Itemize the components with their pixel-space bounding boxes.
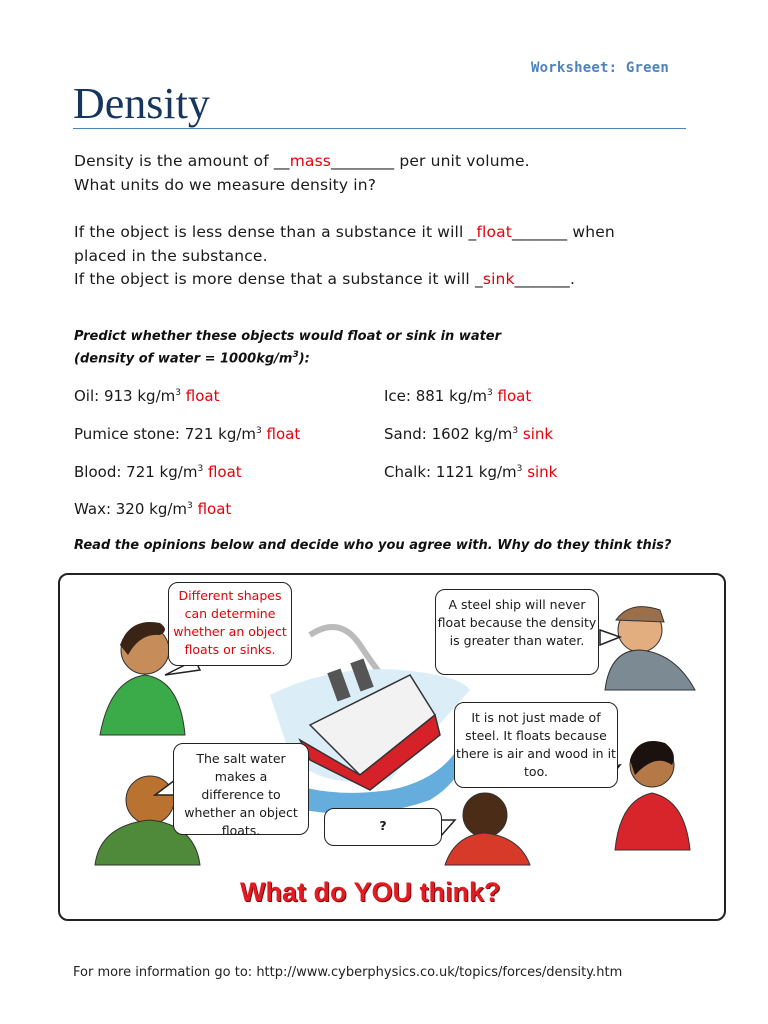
object-wax: [74, 500, 231, 518]
opinions-panel: [58, 573, 726, 921]
object-label: Sand: 1602 kg/m: [384, 425, 513, 443]
object-answer: sink: [522, 425, 554, 443]
object-answer: float: [497, 387, 532, 405]
predict-line-2-pre: (density of water = 1000kg/m: [74, 351, 293, 367]
bubble-steel: A steel ship will never float because the density is greater than water.: [435, 589, 599, 675]
object-answer: float: [207, 463, 242, 481]
answer-float: float: [476, 223, 513, 241]
predict-line-2-post: ):: [298, 351, 310, 367]
object-label: Chalk: 1121 kg/m: [384, 463, 517, 481]
unit-sup: 3: [516, 464, 523, 474]
unit-sup: 3: [175, 388, 181, 398]
intro-line-5: [74, 270, 575, 288]
object-answer: sink: [527, 463, 558, 481]
object-label: Blood: 721 kg/m: [74, 463, 198, 481]
boy-center-icon: [445, 793, 530, 865]
bubble-shapes: Different shapes can determine whether an object floats or sinks.: [168, 582, 292, 666]
object-sand: [384, 425, 553, 443]
girl-right-icon: [615, 741, 690, 850]
object-label: Pumice stone: 721 kg/m: [74, 425, 257, 443]
intro-line-4: placed in the substance.: [74, 247, 268, 265]
bubble-tail-steel: [600, 630, 620, 645]
opinions-prompt: Read the opinions below and decide who you agree with. Why do they think this?: [74, 538, 672, 553]
unit-sup: 3: [512, 426, 519, 436]
intro-line-1-post: ________ per unit volume.: [331, 152, 530, 170]
bubble-salt: The salt water makes a difference to whether an object floats.: [173, 743, 309, 835]
predict-line-2: [74, 350, 310, 366]
bubble-air: It is not just made of steel. It floats because there is air and wood in it too.: [454, 702, 618, 788]
unit-sup: 3: [487, 388, 493, 398]
object-answer: float: [197, 500, 232, 518]
intro-line-5-pre: If the object is more dense that a substance it will _: [74, 270, 483, 288]
worksheet-label: Worksheet: Green: [531, 60, 670, 76]
page-title: Density: [73, 79, 210, 128]
object-ice: [384, 387, 531, 405]
answer-mass: mass: [289, 152, 332, 170]
object-label: Wax: 320 kg/m: [74, 500, 188, 518]
object-blood: [74, 463, 242, 481]
footer-link-text: For more information go to: http://www.cyberphysics.co.uk/topics/forces/density.htm: [73, 965, 623, 980]
panel-title: What do YOU think?: [240, 877, 501, 907]
intro-line-5-post: _______.: [514, 270, 576, 288]
unit-sup: 3: [197, 464, 204, 474]
predict-line-2-sup: 3: [292, 350, 299, 360]
object-pumice: [74, 425, 300, 443]
object-chalk: [384, 463, 557, 481]
panel-illustration: [60, 575, 724, 919]
object-answer: float: [266, 425, 301, 443]
bubble-question: ?: [324, 808, 442, 846]
boy-cap-icon: [605, 607, 695, 690]
object-oil: [74, 387, 219, 405]
intro-line-3-pre: If the object is less dense than a substance it will _: [74, 223, 477, 241]
unit-sup: 3: [187, 501, 193, 511]
intro-line-1-pre: Density is the amount of __: [74, 152, 290, 170]
intro-line-2: What units do we measure density in?: [74, 176, 377, 194]
unit-sup: 3: [256, 426, 262, 436]
intro-line-3: [74, 223, 615, 241]
title-rule: [73, 128, 686, 129]
intro-line-3-post: _______ when: [512, 223, 615, 241]
object-label: Ice: 881 kg/m: [384, 387, 487, 405]
intro-line-1: [74, 152, 530, 170]
object-label: Oil: 913 kg/m: [74, 387, 176, 405]
predict-line-1: Predict whether these objects would float or sink in water: [74, 329, 502, 344]
answer-sink: sink: [482, 270, 515, 288]
object-answer: float: [185, 387, 220, 405]
